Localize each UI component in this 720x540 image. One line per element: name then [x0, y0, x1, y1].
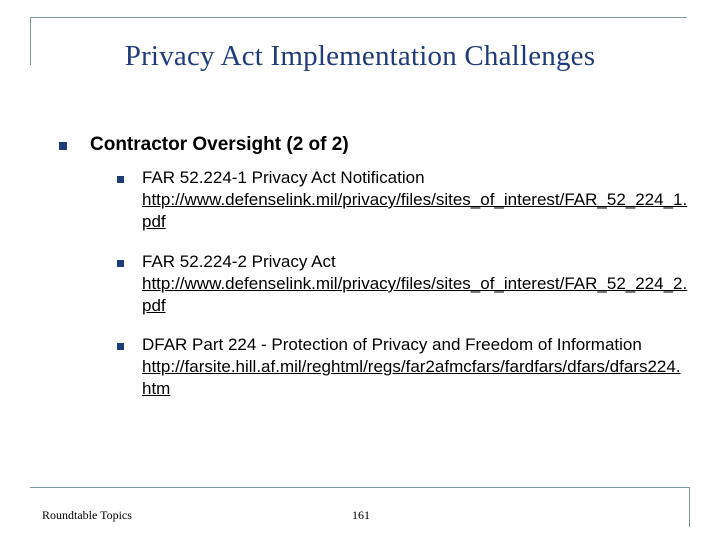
- frame-bottom-line: [30, 487, 690, 488]
- item-text: FAR 52.224-1 Privacy Act Notification: [142, 168, 425, 187]
- item-text: FAR 52.224-2 Privacy Act: [142, 252, 336, 271]
- page-number: 161: [352, 508, 370, 522]
- frame-top-line: [30, 17, 687, 18]
- item-text: DFAR Part 224 - Protection of Privacy and Freedom of Information: [142, 335, 642, 354]
- bullet-square-icon: [117, 343, 124, 350]
- bullet-square-icon: [59, 142, 67, 150]
- list-item: [142, 334, 688, 400]
- slide-title: Privacy Act Implementation Challenges: [124, 40, 596, 72]
- item-link[interactable]: http://www.defenselink.mil/privacy/files/sites_of_interest/FAR_52_224_1.pdf: [142, 190, 688, 231]
- frame-right-line: [689, 487, 690, 527]
- item-link[interactable]: http://farsite.hill.af.mil/reghtml/regs/far2afmcfars/fardfars/dfars/dfars224.htm: [142, 357, 681, 398]
- list-item: [142, 167, 688, 233]
- bullet-square-icon: [117, 260, 124, 267]
- footer-label: Roundtable Topics: [42, 508, 132, 522]
- item-link[interactable]: http://www.defenselink.mil/privacy/files/sites_of_interest/FAR_52_224_2.pdf: [142, 274, 688, 315]
- list-item: [142, 251, 688, 317]
- section-heading: Contractor Oversight (2 of 2): [90, 134, 349, 155]
- bullet-square-icon: [117, 176, 124, 183]
